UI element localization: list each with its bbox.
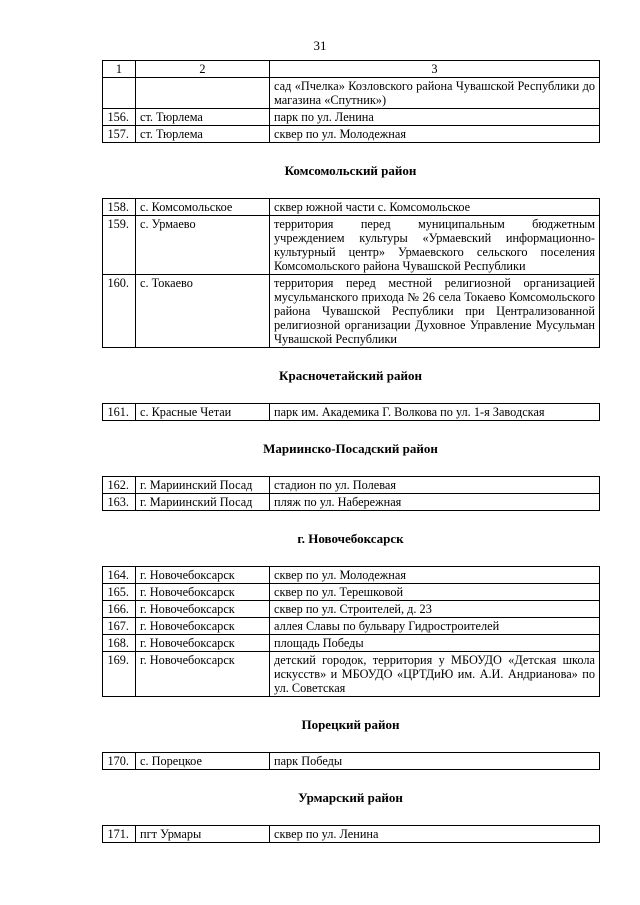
row-locality: с. Порецкое (136, 753, 270, 770)
row-number: 169. (103, 652, 136, 697)
document-content (102, 60, 599, 843)
row-number: 171. (103, 826, 136, 843)
column-number-2: 2 (136, 61, 270, 78)
row-description: парк им. Академика Г. Волкова по ул. 1-я Заводская (270, 404, 600, 421)
row-description: парк по ул. Ленина (270, 109, 600, 126)
row-description: аллея Славы по бульвару Гидростроителей (270, 618, 600, 635)
column-number-row (103, 61, 600, 78)
table-row (103, 477, 600, 494)
table-row (103, 275, 600, 348)
table-row (103, 652, 600, 697)
row-number: 163. (103, 494, 136, 511)
row-description: сквер по ул. Строителей, д. 23 (270, 601, 600, 618)
row-description: сквер по ул. Терешковой (270, 584, 600, 601)
row-locality: пгт Урмары (136, 826, 270, 843)
section-table (102, 198, 600, 348)
header-table (102, 60, 600, 143)
table-row (103, 216, 600, 275)
row-locality: ст. Тюрлема (136, 109, 270, 126)
sections-container (102, 163, 599, 843)
row-number (103, 78, 136, 109)
row-number: 159. (103, 216, 136, 275)
row-locality: г. Новочебоксарск (136, 618, 270, 635)
row-number: 160. (103, 275, 136, 348)
row-number: 170. (103, 753, 136, 770)
row-locality: с. Комсомольское (136, 199, 270, 216)
row-locality: г. Новочебоксарск (136, 601, 270, 618)
page-number: 31 (313, 38, 327, 53)
row-description: площадь Победы (270, 635, 600, 652)
table-row (103, 601, 600, 618)
row-locality: г. Новочебоксарск (136, 635, 270, 652)
column-number-3: 3 (270, 61, 600, 78)
row-locality: г. Мариинский Посад (136, 477, 270, 494)
row-description: сквер по ул. Молодежная (270, 126, 600, 143)
row-number: 158. (103, 199, 136, 216)
row-locality: с. Красные Четаи (136, 404, 270, 421)
table-row (103, 109, 600, 126)
section-table (102, 752, 600, 770)
section-title: г. Новочебоксарск (297, 531, 404, 546)
row-locality: с. Токаево (136, 275, 270, 348)
table-row (103, 126, 600, 143)
table-row (103, 618, 600, 635)
row-description: территория перед муниципальным бюджетным учреждением культуры «Урмаевский информационно-культурный центр» Урмаевского сельского поселения Комсомольского района Чувашской Республики (270, 216, 600, 275)
section-table (102, 566, 600, 697)
row-description: детский городок, территория у МБОУДО «Детская школа искусств» и МБОУДО «ЦРТДиЮ им. А.И. Андрианова» по ул. Советская (270, 652, 600, 697)
row-number: 168. (103, 635, 136, 652)
row-locality: г. Новочебоксарск (136, 652, 270, 697)
row-number: 167. (103, 618, 136, 635)
row-locality: г. Новочебоксарск (136, 567, 270, 584)
table-row (103, 826, 600, 843)
row-description: территория перед местной религиозной организацией мусульманского прихода № 26 села Токаево Комсомольского района Чувашской Республики при Централизованной религиозной организации Духовное Управление Мусульман Чувашской Республики (270, 275, 600, 348)
table-row (103, 567, 600, 584)
row-number: 166. (103, 601, 136, 618)
row-locality: ст. Тюрлема (136, 126, 270, 143)
table-row (103, 78, 600, 109)
row-number: 165. (103, 584, 136, 601)
table-row (103, 753, 600, 770)
row-locality (136, 78, 270, 109)
section-title: Урмарский район (298, 790, 403, 805)
section-title: Красночетайский район (279, 368, 422, 383)
section-table (102, 403, 600, 421)
row-description: парк Победы (270, 753, 600, 770)
row-description: стадион по ул. Полевая (270, 477, 600, 494)
row-number: 164. (103, 567, 136, 584)
row-locality: г. Новочебоксарск (136, 584, 270, 601)
section-title: Комсомольский район (284, 163, 417, 178)
section-title: Мариинско-Посадский район (263, 441, 438, 456)
row-locality: с. Урмаево (136, 216, 270, 275)
row-number: 156. (103, 109, 136, 126)
section-table (102, 476, 600, 511)
row-description: сквер южной части с. Комсомольское (270, 199, 600, 216)
row-description: сад «Пчелка» Козловского района Чувашской Республики до магазина «Спутник») (270, 78, 600, 109)
table-row (103, 199, 600, 216)
row-number: 157. (103, 126, 136, 143)
row-description: сквер по ул. Ленина (270, 826, 600, 843)
section-table (102, 825, 600, 843)
table-row (103, 404, 600, 421)
row-description: сквер по ул. Молодежная (270, 567, 600, 584)
column-number-1: 1 (103, 61, 136, 78)
row-locality: г. Мариинский Посад (136, 494, 270, 511)
table-row (103, 584, 600, 601)
row-number: 161. (103, 404, 136, 421)
table-row (103, 635, 600, 652)
table-row (103, 494, 600, 511)
row-description: пляж по ул. Набережная (270, 494, 600, 511)
row-number: 162. (103, 477, 136, 494)
section-title: Порецкий район (301, 717, 400, 732)
